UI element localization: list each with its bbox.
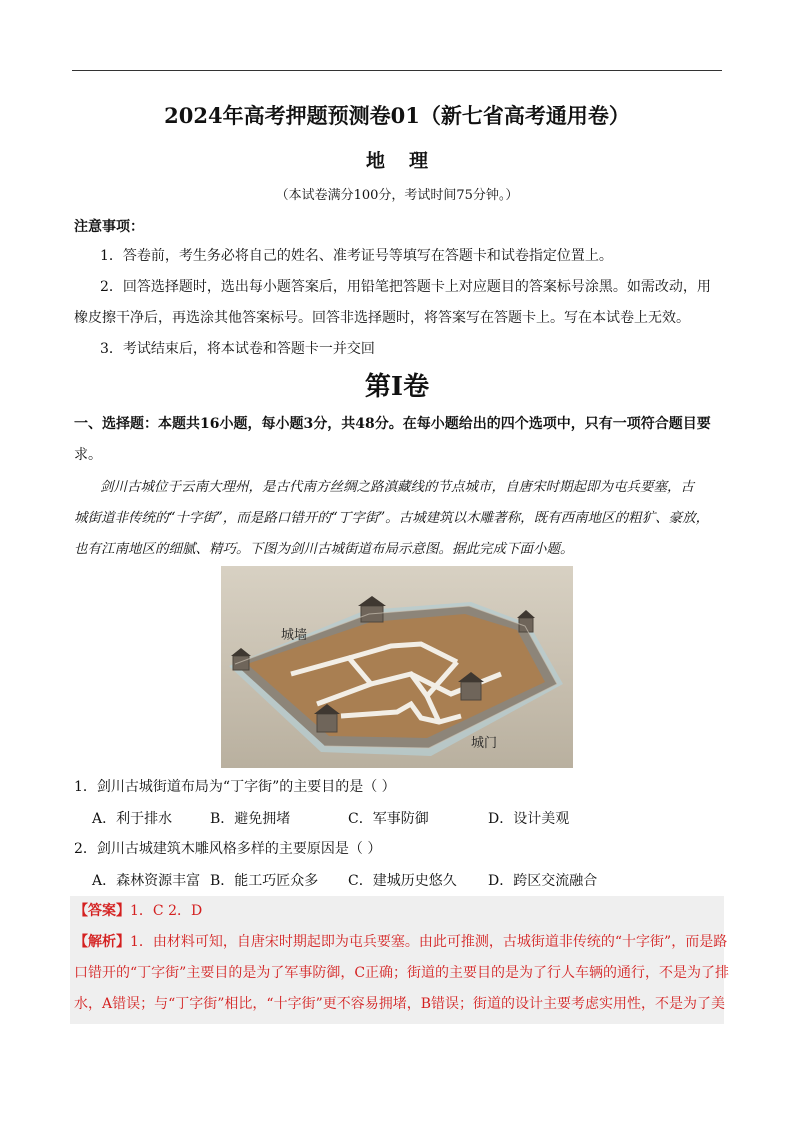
ancient-city-diagram xyxy=(221,566,573,768)
q2-option-d: D．跨区交流融合 xyxy=(488,873,598,889)
notice-item-1: 1．答卷前，考生务必将自己的姓名、准考证号等填写在答题卡和试卷指定位置上。 xyxy=(100,248,613,264)
question-2-stem: 2．剑川古城建筑木雕风格多样的主要原因是（ ） xyxy=(74,841,382,857)
analysis-line-3: 水，A错误；与“丁字街”相比，“十字街”更不容易拥堵，B错误；街道的设计主要考虑实用性，不是为了美 xyxy=(74,996,726,1012)
analysis-line-1 xyxy=(74,932,727,952)
notice-item-3: 3．考试结束后，将本试卷和答题卡一并交回 xyxy=(100,341,375,357)
q1-option-a: A．利于排水 xyxy=(92,811,173,827)
q1-option-d: D．设计美观 xyxy=(488,811,570,827)
notice-item-2-line-1: 2．回答选择题时，选出每小题答案后，用铅笔把答题卡上对应题目的答案标号涂黑。如需改动，用 xyxy=(100,279,711,295)
passage-line-1: 剑川古城位于云南大理州，是古代南方丝绸之路滇藏线的节点城市，自唐宋时期起即为屯兵要塞，古 xyxy=(100,479,694,495)
analysis-text-1: 1．由材料可知，自唐宋时期起即为屯兵要塞。由此可推测，古城街道非传统的“十字街”，而是路 xyxy=(130,934,728,950)
passage-line-2: 城街道非传统的“十字街”，而是路口错开的“丁字街”。古城建筑以木雕著称，既有西南地区的粗犷、豪放， xyxy=(74,510,710,526)
analysis-label: 【解析】 xyxy=(74,934,130,950)
section-instruction-line-2: 求。 xyxy=(74,447,102,463)
answer-label: 【答案】 xyxy=(74,903,130,919)
subject-title: 地理 xyxy=(365,150,452,172)
answer-text: 1．C 2．D xyxy=(130,903,203,919)
answer-line xyxy=(74,901,202,921)
question-2-options xyxy=(92,870,597,890)
passage-line-3: 也有江南地区的细腻、精巧。下图为剑川古城街道布局示意图。据此完成下面小题。 xyxy=(74,541,574,557)
analysis-line-2: 口错开的“丁字街”主要目的是为了军事防御，C正确；街道的主要目的是为了行人车辆的通行，不是为了排 xyxy=(74,965,730,981)
exam-title: 2024年高考押题预测卷01（新七省高考通用卷） xyxy=(164,103,630,128)
gate-label: 城门 xyxy=(471,736,498,751)
question-1-stem: 1．剑川古城街道布局为“丁字街”的主要目的是（ ） xyxy=(74,779,396,795)
q2-option-c: C．建城历史悠久 xyxy=(348,873,457,889)
q1-option-b: B．避免拥堵 xyxy=(210,811,291,827)
notice-heading: 注意事项： xyxy=(74,219,144,235)
q1-option-c: C．军事防御 xyxy=(348,811,429,827)
score-note: （本试卷满分100分，考试时间75分钟。） xyxy=(275,188,519,203)
question-1-options xyxy=(92,808,569,828)
volume-title: 第Ⅰ卷 xyxy=(364,372,430,402)
q2-option-b: B．能工巧匠众多 xyxy=(210,873,319,889)
section-instruction-line-1: 一、选择题：本题共16小题，每小题3分，共48分。在每小题给出的四个选项中，只有一项符合题目要 xyxy=(74,416,711,432)
notice-item-2-line-2: 橡皮擦干净后，再选涂其他答案标号。回答非选择题时，将答案写在答题卡上。写在本试卷上无效。 xyxy=(74,310,690,326)
wall-label: 城墙 xyxy=(281,628,308,643)
street-layout-figure xyxy=(221,566,573,768)
header-rule xyxy=(72,70,722,71)
q2-option-a: A．森林资源丰富 xyxy=(92,873,201,889)
